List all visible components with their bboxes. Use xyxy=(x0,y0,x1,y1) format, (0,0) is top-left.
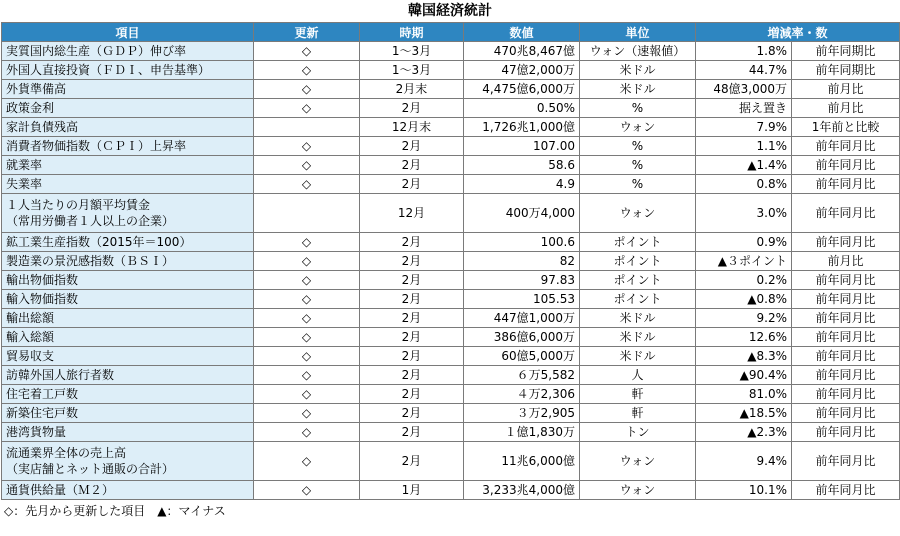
cell-item: 外国人直接投資（ＦＤＩ、申告基準） xyxy=(2,61,254,80)
cell-value: 447億1,000万 xyxy=(464,309,580,328)
cell-change: 3.0% xyxy=(696,194,792,233)
cell-change: 10.1% xyxy=(696,481,792,500)
cell-item: 通貨供給量（Ｍ２） xyxy=(2,481,254,500)
cell-updated: ◇ xyxy=(254,271,360,290)
cell-updated: ◇ xyxy=(254,347,360,366)
cell-change: 44.7% xyxy=(696,61,792,80)
cell-item: 輸出総額 xyxy=(2,309,254,328)
cell-item: 政策金利 xyxy=(2,99,254,118)
cell-updated: ◇ xyxy=(254,309,360,328)
table-title: 韓国経済統計 xyxy=(408,3,492,19)
table-row xyxy=(2,271,900,290)
cell-item: 鉱工業生産指数（2015年＝100） xyxy=(2,233,254,252)
table-row xyxy=(2,175,900,194)
table-row xyxy=(2,194,900,233)
cell-basis: 前年同月比 xyxy=(792,481,900,500)
cell-period: 2月 xyxy=(360,328,464,347)
cell-updated: ◇ xyxy=(254,404,360,423)
table-row xyxy=(2,385,900,404)
cell-basis: 前年同月比 xyxy=(792,366,900,385)
cell-basis: 前年同月比 xyxy=(792,233,900,252)
cell-item: 港湾貨物量 xyxy=(2,423,254,442)
cell-updated: ◇ xyxy=(254,99,360,118)
footnote: ◇：先月から更新した項目 ▲：マイナス xyxy=(4,504,226,518)
cell-value: 386億6,000万 xyxy=(464,328,580,347)
cell-unit: ウォン xyxy=(580,442,696,481)
cell-period: 12月 xyxy=(360,194,464,233)
cell-period: 2月 xyxy=(360,423,464,442)
cell-value: 58.6 xyxy=(464,156,580,175)
cell-unit: ウォン xyxy=(580,481,696,500)
table-row xyxy=(2,137,900,156)
cell-unit: 人 xyxy=(580,366,696,385)
cell-item: 失業率 xyxy=(2,175,254,194)
cell-period: 2月 xyxy=(360,347,464,366)
cell-change: ▲8.3% xyxy=(696,347,792,366)
table-row xyxy=(2,423,900,442)
cell-value: 4.9 xyxy=(464,175,580,194)
cell-basis: 前年同月比 xyxy=(792,156,900,175)
economic-stats-table xyxy=(1,22,900,500)
table-row xyxy=(2,233,900,252)
cell-unit: 米ドル xyxy=(580,80,696,99)
cell-item: 輸出物価指数 xyxy=(2,271,254,290)
cell-unit: 軒 xyxy=(580,404,696,423)
cell-unit: 米ドル xyxy=(580,347,696,366)
header-value: 数値 xyxy=(464,23,580,42)
cell-value: 100.6 xyxy=(464,233,580,252)
cell-unit: % xyxy=(580,175,696,194)
cell-updated: ◇ xyxy=(254,423,360,442)
cell-period: 2月 xyxy=(360,156,464,175)
header-item: 項目 xyxy=(2,23,254,42)
cell-change: 0.2% xyxy=(696,271,792,290)
cell-basis: 前年同月比 xyxy=(792,271,900,290)
cell-unit: ポイント xyxy=(580,271,696,290)
cell-basis: 前年同月比 xyxy=(792,442,900,481)
cell-value: 400万4,000 xyxy=(464,194,580,233)
cell-unit: 米ドル xyxy=(580,328,696,347)
table-row xyxy=(2,61,900,80)
cell-change: ▲1.4% xyxy=(696,156,792,175)
cell-item: 住宅着工戸数 xyxy=(2,385,254,404)
cell-value: 4,475億6,000万 xyxy=(464,80,580,99)
cell-change: 0.9% xyxy=(696,233,792,252)
cell-unit: 米ドル xyxy=(580,61,696,80)
cell-change: ▲18.5% xyxy=(696,404,792,423)
cell-value: 11兆6,000億 xyxy=(464,442,580,481)
cell-basis: 前月比 xyxy=(792,99,900,118)
cell-basis: 前年同月比 xyxy=(792,423,900,442)
cell-basis: 前年同月比 xyxy=(792,290,900,309)
table-row xyxy=(2,42,900,61)
cell-value: 0.50% xyxy=(464,99,580,118)
cell-item: 輸入物価指数 xyxy=(2,290,254,309)
table-row xyxy=(2,118,900,137)
cell-unit: % xyxy=(580,99,696,118)
cell-change: 81.0% xyxy=(696,385,792,404)
cell-value: 47億2,000万 xyxy=(464,61,580,80)
cell-change: 12.6% xyxy=(696,328,792,347)
cell-period: 2月 xyxy=(360,366,464,385)
table-row xyxy=(2,442,900,481)
cell-unit: ポイント xyxy=(580,290,696,309)
cell-period: 2月 xyxy=(360,309,464,328)
cell-change: 9.2% xyxy=(696,309,792,328)
cell-basis: 前年同月比 xyxy=(792,347,900,366)
cell-value: 107.00 xyxy=(464,137,580,156)
cell-basis: 前年同期比 xyxy=(792,61,900,80)
table-row xyxy=(2,80,900,99)
header-period: 時期 xyxy=(360,23,464,42)
cell-change: ▲2.3% xyxy=(696,423,792,442)
cell-basis: 前年同期比 xyxy=(792,42,900,61)
table-row xyxy=(2,99,900,118)
cell-unit: ポイント xyxy=(580,252,696,271)
cell-period: 1～3月 xyxy=(360,42,464,61)
table-row xyxy=(2,481,900,500)
cell-change: 1.1% xyxy=(696,137,792,156)
cell-period: 2月 xyxy=(360,442,464,481)
cell-item: １人当たりの月額平均賃金 （常用労働者１人以上の企業） xyxy=(2,194,254,233)
cell-item: 家計負債残高 xyxy=(2,118,254,137)
cell-updated: ◇ xyxy=(254,328,360,347)
table-row xyxy=(2,290,900,309)
cell-change: 9.4% xyxy=(696,442,792,481)
cell-item: 製造業の景況感指数（ＢＳＩ） xyxy=(2,252,254,271)
cell-basis: 前年同月比 xyxy=(792,309,900,328)
cell-updated: ◇ xyxy=(254,290,360,309)
cell-period: 2月 xyxy=(360,99,464,118)
table-row xyxy=(2,328,900,347)
cell-period: 2月末 xyxy=(360,80,464,99)
table-row xyxy=(2,309,900,328)
cell-value: 3,233兆4,000億 xyxy=(464,481,580,500)
cell-item: 外貨準備高 xyxy=(2,80,254,99)
cell-item: 消費者物価指数（ＣＰＩ）上昇率 xyxy=(2,137,254,156)
cell-change: ▲90.4% xyxy=(696,366,792,385)
cell-updated: ◇ xyxy=(254,61,360,80)
cell-unit: 軒 xyxy=(580,385,696,404)
table-row xyxy=(2,252,900,271)
cell-item: 輸入総額 xyxy=(2,328,254,347)
cell-unit: トン xyxy=(580,423,696,442)
cell-unit: ウォン xyxy=(580,194,696,233)
header-unit: 単位 xyxy=(580,23,696,42)
cell-value: 105.53 xyxy=(464,290,580,309)
cell-basis: 前月比 xyxy=(792,252,900,271)
cell-value: ４万2,306 xyxy=(464,385,580,404)
cell-period: 2月 xyxy=(360,404,464,423)
cell-item: 訪韓外国人旅行者数 xyxy=(2,366,254,385)
cell-basis: 前年同月比 xyxy=(792,194,900,233)
cell-change: 0.8% xyxy=(696,175,792,194)
cell-updated: ◇ xyxy=(254,481,360,500)
table-body xyxy=(2,42,900,500)
cell-updated: ◇ xyxy=(254,137,360,156)
cell-updated: ◇ xyxy=(254,366,360,385)
cell-basis: 1年前と比較 xyxy=(792,118,900,137)
cell-unit: 米ドル xyxy=(580,309,696,328)
cell-unit: ポイント xyxy=(580,233,696,252)
cell-updated: ◇ xyxy=(254,156,360,175)
cell-basis: 前年同月比 xyxy=(792,385,900,404)
cell-value: 470兆8,467億 xyxy=(464,42,580,61)
cell-basis: 前年同月比 xyxy=(792,137,900,156)
cell-period: 2月 xyxy=(360,385,464,404)
cell-change: ▲0.8% xyxy=(696,290,792,309)
cell-basis: 前年同月比 xyxy=(792,328,900,347)
cell-value: 1,726兆1,000億 xyxy=(464,118,580,137)
cell-updated xyxy=(254,194,360,233)
cell-updated: ◇ xyxy=(254,442,360,481)
cell-period: 1月 xyxy=(360,481,464,500)
cell-updated xyxy=(254,118,360,137)
cell-unit: % xyxy=(580,137,696,156)
cell-period: 2月 xyxy=(360,271,464,290)
cell-change: 7.9% xyxy=(696,118,792,137)
cell-period: 1～3月 xyxy=(360,61,464,80)
cell-value: 82 xyxy=(464,252,580,271)
cell-item: 流通業界全体の売上高 （実店舗とネット通販の合計） xyxy=(2,442,254,481)
table-row xyxy=(2,404,900,423)
cell-item: 実質国内総生産（ＧＤＰ）伸び率 xyxy=(2,42,254,61)
cell-unit: ウォン xyxy=(580,118,696,137)
cell-updated: ◇ xyxy=(254,80,360,99)
cell-period: 2月 xyxy=(360,290,464,309)
header-row xyxy=(2,23,900,42)
header-updated: 更新 xyxy=(254,23,360,42)
cell-basis: 前月比 xyxy=(792,80,900,99)
cell-item: 貿易収支 xyxy=(2,347,254,366)
cell-period: 2月 xyxy=(360,137,464,156)
cell-value: 97.83 xyxy=(464,271,580,290)
cell-value: １億1,830万 xyxy=(464,423,580,442)
cell-period: 2月 xyxy=(360,233,464,252)
cell-basis: 前年同月比 xyxy=(792,404,900,423)
cell-change: 48億3,000万 xyxy=(696,80,792,99)
cell-updated: ◇ xyxy=(254,175,360,194)
cell-item: 就業率 xyxy=(2,156,254,175)
cell-value: 60億5,000万 xyxy=(464,347,580,366)
table-row xyxy=(2,347,900,366)
cell-change: 1.8% xyxy=(696,42,792,61)
cell-item: 新築住宅戸数 xyxy=(2,404,254,423)
cell-updated: ◇ xyxy=(254,42,360,61)
cell-period: 2月 xyxy=(360,252,464,271)
cell-updated: ◇ xyxy=(254,252,360,271)
cell-unit: % xyxy=(580,156,696,175)
cell-unit: ウォン（速報値） xyxy=(580,42,696,61)
cell-updated: ◇ xyxy=(254,233,360,252)
cell-value: ３万2,905 xyxy=(464,404,580,423)
cell-basis: 前年同月比 xyxy=(792,175,900,194)
table-row xyxy=(2,156,900,175)
header-change: 増減率・数 xyxy=(696,23,900,42)
cell-period: 2月 xyxy=(360,175,464,194)
table-row xyxy=(2,366,900,385)
cell-period: 12月末 xyxy=(360,118,464,137)
cell-change: ▲３ポイント xyxy=(696,252,792,271)
cell-updated: ◇ xyxy=(254,385,360,404)
cell-change: 据え置き xyxy=(696,99,792,118)
cell-value: ６万5,582 xyxy=(464,366,580,385)
